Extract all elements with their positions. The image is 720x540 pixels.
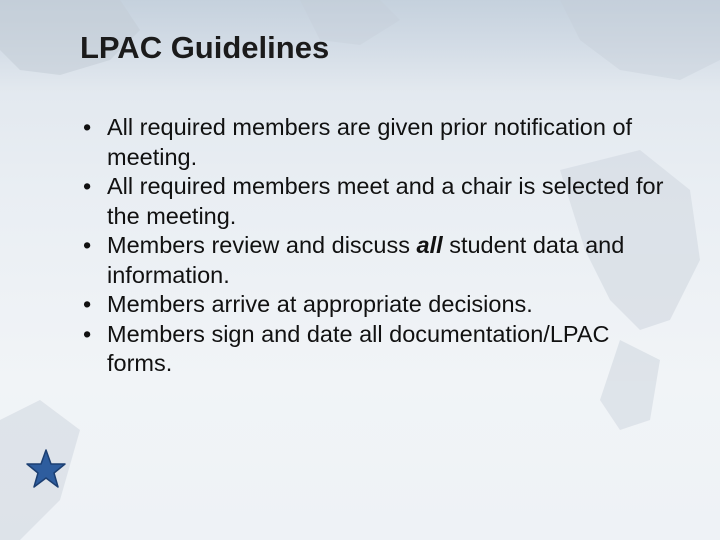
bullet-item [80,320,680,379]
slide-title: LPAC Guidelines [80,30,330,65]
star-icon [25,448,67,490]
bullet-item [80,113,680,172]
bullet-item [80,172,680,231]
bullet-text: Members sign and date all documentation/LPAC forms. [107,320,610,376]
bullet-marker: • [83,114,92,140]
bullet-text: All required members meet and a chair is selected for the meeting. [107,173,664,229]
bullet-item [80,231,680,290]
bullet-text: Members review and discuss [107,232,417,258]
bullet-text: Members arrive at appropriate decisions. [107,291,533,317]
bullet-marker: • [83,291,92,317]
bullet-text: All required members are given prior notification of meeting. [107,114,633,170]
bullet-marker: • [83,232,92,258]
bullet-emphasis: all [416,232,443,258]
bullet-item [80,290,680,320]
bullet-list [80,113,680,379]
bullet-marker: • [83,173,92,199]
bullet-text: student data and information. [107,232,625,288]
bullet-marker: • [83,320,92,347]
